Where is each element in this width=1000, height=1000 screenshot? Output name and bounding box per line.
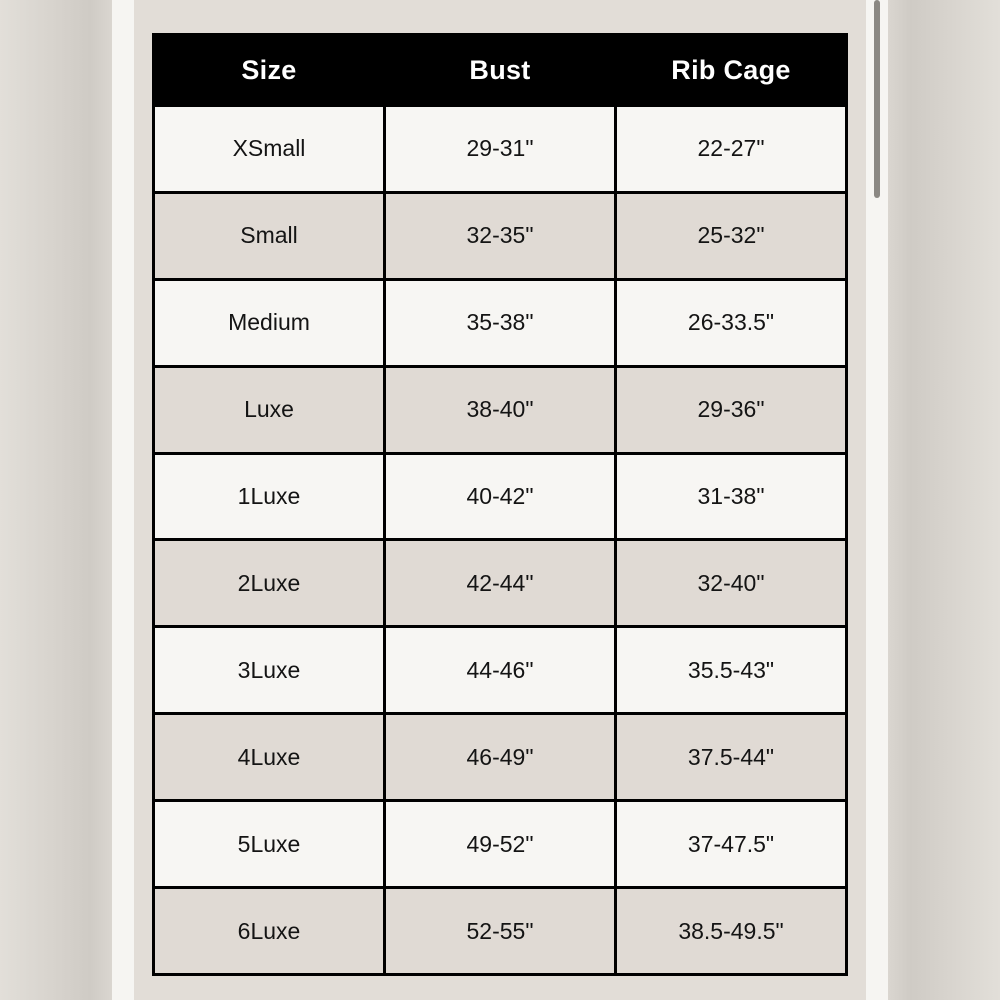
table-row — [154, 106, 847, 193]
cell-size: Small — [154, 192, 385, 279]
background-right — [888, 0, 1000, 1000]
cell-bust: 52-55" — [385, 888, 616, 975]
cell-bust: 44-46" — [385, 627, 616, 714]
cell-size: 2Luxe — [154, 540, 385, 627]
cell-size: 5Luxe — [154, 801, 385, 888]
table-row — [154, 801, 847, 888]
table-row — [154, 453, 847, 540]
cell-rib-cage: 35.5-43" — [616, 627, 847, 714]
cell-rib-cage: 29-36" — [616, 366, 847, 453]
cell-bust: 49-52" — [385, 801, 616, 888]
cell-rib-cage: 32-40" — [616, 540, 847, 627]
cell-rib-cage: 38.5-49.5" — [616, 888, 847, 975]
cell-bust: 32-35" — [385, 192, 616, 279]
table-row — [154, 714, 847, 801]
cell-bust: 46-49" — [385, 714, 616, 801]
cell-size: 1Luxe — [154, 453, 385, 540]
cell-rib-cage: 25-32" — [616, 192, 847, 279]
background-left — [0, 0, 112, 1000]
table-row — [154, 279, 847, 366]
table-row — [154, 627, 847, 714]
cell-size: Medium — [154, 279, 385, 366]
header-size: Size — [154, 35, 385, 106]
table-row — [154, 540, 847, 627]
cell-bust: 40-42" — [385, 453, 616, 540]
cell-bust: 35-38" — [385, 279, 616, 366]
cell-size: 4Luxe — [154, 714, 385, 801]
table-row — [154, 888, 847, 975]
table-row — [154, 366, 847, 453]
table-row — [154, 192, 847, 279]
cell-rib-cage: 22-27" — [616, 106, 847, 193]
vertical-scrollbar[interactable] — [874, 0, 880, 198]
cell-bust: 38-40" — [385, 366, 616, 453]
cell-rib-cage: 31-38" — [616, 453, 847, 540]
cell-size: XSmall — [154, 106, 385, 193]
cell-size: Luxe — [154, 366, 385, 453]
header-rib-cage: Rib Cage — [616, 35, 847, 106]
cell-size: 6Luxe — [154, 888, 385, 975]
header-bust: Bust — [385, 35, 616, 106]
table-header-row — [154, 35, 847, 106]
size-chart-table — [152, 33, 848, 976]
cell-rib-cage: 37.5-44" — [616, 714, 847, 801]
cell-bust: 29-31" — [385, 106, 616, 193]
cell-size: 3Luxe — [154, 627, 385, 714]
cell-rib-cage: 37-47.5" — [616, 801, 847, 888]
cell-bust: 42-44" — [385, 540, 616, 627]
cell-rib-cage: 26-33.5" — [616, 279, 847, 366]
